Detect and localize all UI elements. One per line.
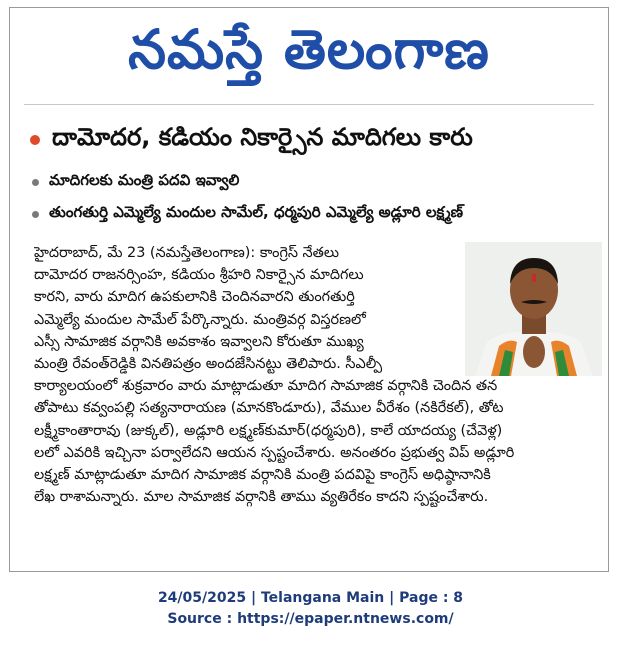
body-line: లలో ఎవరికి ఇచ్చినా పర్వాలేదని ఆయన స్పష్టంచేశారు. అనంతరం ప్రభుత్వ విప్ అడ్లూరి <box>34 444 515 461</box>
body-line: దామోదర రాజనర్సింహ, కడియం శ్రీహరి నికార్సైన మాదిగలు <box>34 267 364 284</box>
body-line: కార్యాలయంలో శుక్రవారం వారు మాట్లాడుతూ మాదిగ సామాజిక వర్గానికి చెందిన తన <box>34 378 498 395</box>
footer-date-edition: 24/05/2025 | Telangana Main | Page : 8 <box>157 590 464 606</box>
body-line: మంత్రి రేవంత్‌రెడ్డికి వినతిపత్రం అందజేసినట్టు తెలిపారు. సీఎల్పీ <box>34 355 383 372</box>
body-line: లేఖ రాశామన్నారు. మాల సామాజిక వర్గానికి తాము వ్యతిరేకం కాదని స్పష్టంచేశారు. <box>34 489 489 506</box>
masthead-logo: నమస్తే తెలంగాణ <box>128 18 490 81</box>
article-headline: దామోదర, కడియం నికార్సైన మాదిగలు కారు <box>52 123 473 151</box>
subhead-bullet-icon <box>32 211 39 218</box>
body-line: ఎమ్మెల్యే మందుల సామేల్ పేర్కొన్నారు. మంత్రివర్గ విస్తరణలో <box>34 311 366 328</box>
newspaper-clipping <box>9 7 609 572</box>
subhead-text: తుంగతుర్తి ఎమ్మెల్యే మందుల సామేల్, ధర్మపురి ఎమ్మెల్యే అడ్లూరి లక్ష్మణ్ <box>49 203 464 221</box>
subhead-row <box>32 169 594 195</box>
subhead-row <box>32 201 594 227</box>
body-line: తోపాటు కవ్వంపల్లి సత్యనారాయణ (మానకొండూరు), వేముల వీరేశం (నకిరేకల్), తోట <box>34 400 504 417</box>
body-line: లక్ష్మణ్ మాట్లాడుతూ మాదిగ సామాజిక వర్గానికి మంత్రి పదవిపై కాంగ్రెస్ అధిష్ఠానానికి <box>34 466 491 483</box>
body-line: లక్ష్మీకాంతారావు (జుక్కల్), అడ్లూరి లక్ష్మణ్‌కుమార్(ధర్మపురి), కాలే యాదయ్య (చేవెళ్ల) <box>34 422 503 439</box>
body-line: కారని, వారు మాదిగ ఉపకులానికి చెందినవారని తుంగతుర్తి <box>34 289 355 306</box>
article-body <box>34 242 600 508</box>
headline-bullet-icon <box>30 135 40 145</box>
subhead-bullet-icon <box>32 179 39 186</box>
divider <box>24 104 594 105</box>
subhead-text: మాదిగలకు మంత్రి పదవి ఇవ్వాలి <box>49 171 240 189</box>
body-line: హైదరాబాద్, మే 23 (నమస్తేతెలంగాణ): కాంగ్రెస్ నేతలు <box>34 245 340 261</box>
footer-source: Source : https://epaper.ntnews.com/ <box>167 611 454 627</box>
headline-row <box>30 120 594 160</box>
body-line: ఎస్సీ సామాజిక వర్గానికి అవకాశం ఇవ్వాలని కోరుతూ ముఖ్య <box>34 333 364 350</box>
